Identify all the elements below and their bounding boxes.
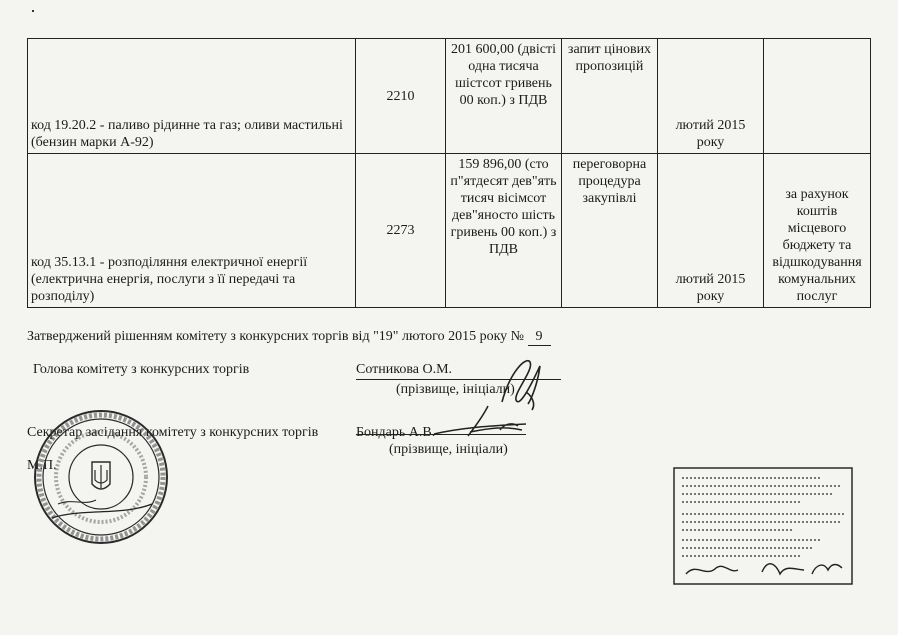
subject-cell: код 19.20.2 - паливо рідинне та газ; оливи мастильні (бензин марки А-92): [28, 39, 356, 154]
table-row: [28, 39, 871, 154]
secretary-role: Секретар засідання комітету з конкурсних торгів: [27, 425, 319, 440]
note-cell: за рахунок коштів місцевого бюджету та відшкодування комунальних послуг: [764, 154, 871, 308]
date-cell: лютий 2015 року: [658, 154, 764, 308]
approval-text: Затверджений рішенням комітету з конкурсних торгів від "19" лютого 2015 року №: [27, 329, 525, 344]
kekv-cell: 2210: [356, 39, 446, 154]
approval-line: [27, 329, 551, 346]
approval-number: 9: [528, 329, 551, 346]
subject-cell: код 35.13.1 - розподіляння електричної енергії (електрична енергія, послуги з її передачі та розподілу): [28, 154, 356, 308]
sum-cell: 159 896,00 (сто п"ятдесят дев"ять тисяч вісімсот дев"яносто шість гривень 00 коп.) з ПДВ: [446, 154, 562, 308]
table-row: [28, 154, 871, 308]
secretary-signature: [430, 400, 530, 442]
procurement-table: [27, 38, 871, 308]
note-cell: [764, 39, 871, 154]
secretary-name-hint: (прізвище, ініціали): [389, 442, 508, 457]
certification-stamp: [672, 466, 854, 586]
round-seal-stamp: [32, 408, 170, 546]
secretary-name: Бондарь А.В.: [356, 425, 436, 440]
head-role: Голова комітету з конкурсних торгів: [33, 362, 250, 377]
date-cell: лютий 2015 року: [658, 39, 764, 154]
scan-speck: [32, 10, 34, 12]
head-name: Сотникова О.М.: [356, 362, 453, 377]
head-name-hint: (прізвище, ініціали): [396, 382, 515, 397]
kekv-cell: 2273: [356, 154, 446, 308]
procedure-cell: переговорна процедура закупівлі: [562, 154, 658, 308]
procedure-cell: запит цінових пропозицій: [562, 39, 658, 154]
seal-label: М.П.: [27, 458, 57, 473]
sum-cell: 201 600,00 (двісті одна тисяча шістсот гривень 00 коп.) з ПДВ: [446, 39, 562, 154]
